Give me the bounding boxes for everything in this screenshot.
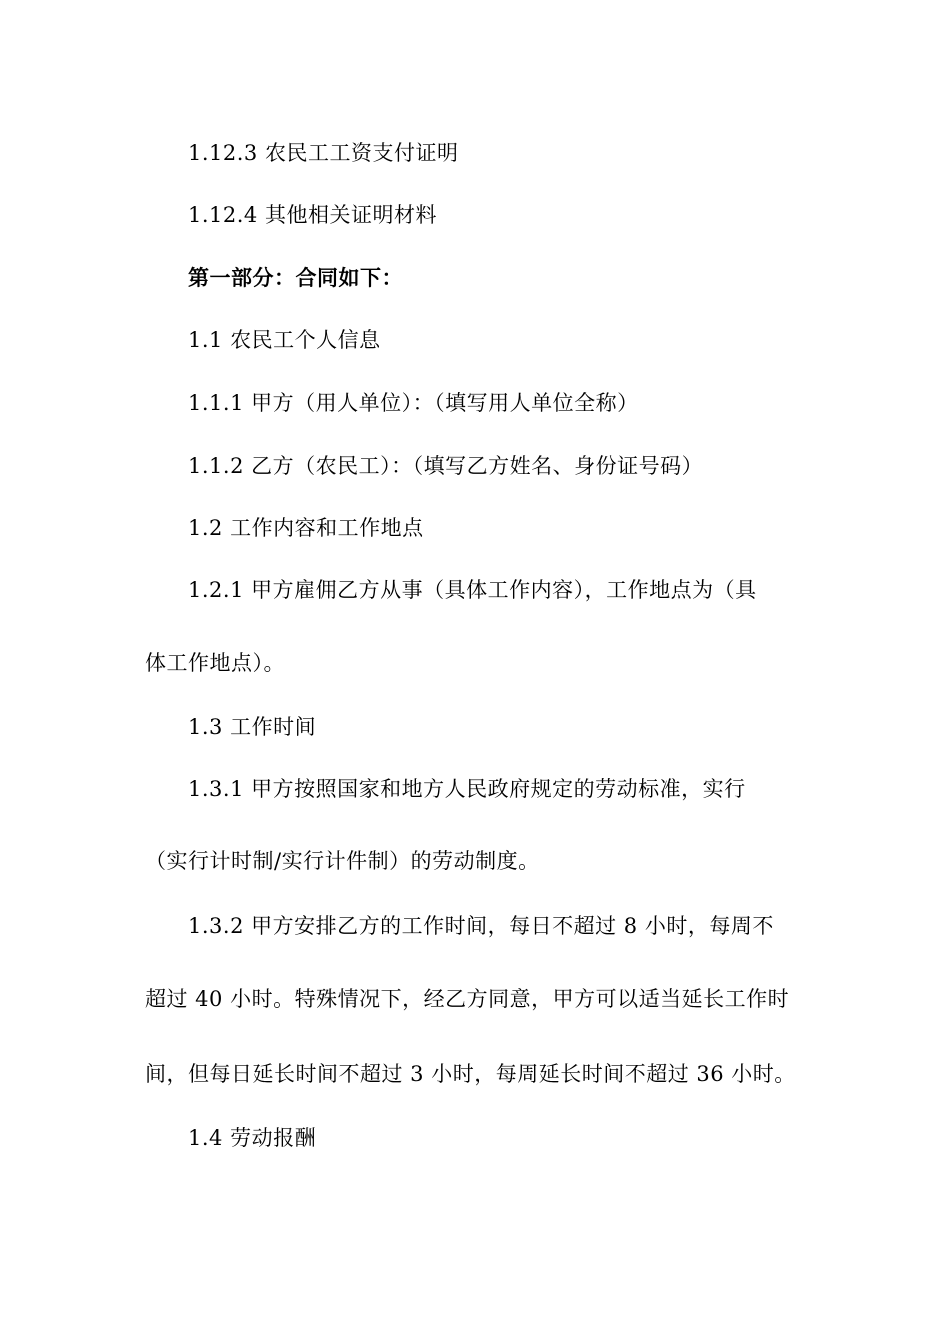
clause-1-3-1-continued: （实行计时制/实行计件制）的劳动制度。	[145, 849, 540, 873]
clause-1-3: 1.3 工作时间	[188, 715, 317, 739]
clause-1-1: 1.1 农民工个人信息	[188, 328, 381, 352]
clause-1-3-1: 1.3.1 甲方按照国家和地方人民政府规定的劳动标准，实行	[188, 777, 746, 801]
clause-1-12-3: 1.12.3 农民工工资支付证明	[188, 141, 459, 165]
clause-1-12-4: 1.12.4 其他相关证明材料	[188, 203, 437, 227]
clause-1-3-2: 1.3.2 甲方安排乙方的工作时间，每日不超过 8 小时，每周不	[188, 914, 774, 938]
clause-1-2-1-continued: 体工作地点）。	[145, 651, 285, 675]
clause-1-1-1: 1.1.1 甲方（用人单位）：（填写用人单位全称）	[188, 391, 639, 415]
clause-1-4: 1.4 劳动报酬	[188, 1126, 317, 1150]
clause-1-3-2-continued-2: 间，但每日延长时间不超过 3 小时，每周延长时间不超过 36 小时。	[145, 1062, 796, 1086]
section-heading-part-one: 第一部分：合同如下：	[188, 266, 403, 290]
clause-1-1-2: 1.1.2 乙方（农民工）：（填写乙方姓名、身份证号码）	[188, 454, 704, 478]
clause-1-2: 1.2 工作内容和工作地点	[188, 516, 424, 540]
clause-1-2-1: 1.2.1 甲方雇佣乙方从事（具体工作内容），工作地点为（具	[188, 578, 757, 602]
clause-1-3-2-continued-1: 超过 40 小时。特殊情况下，经乙方同意，甲方可以适当延长工作时	[145, 987, 790, 1011]
